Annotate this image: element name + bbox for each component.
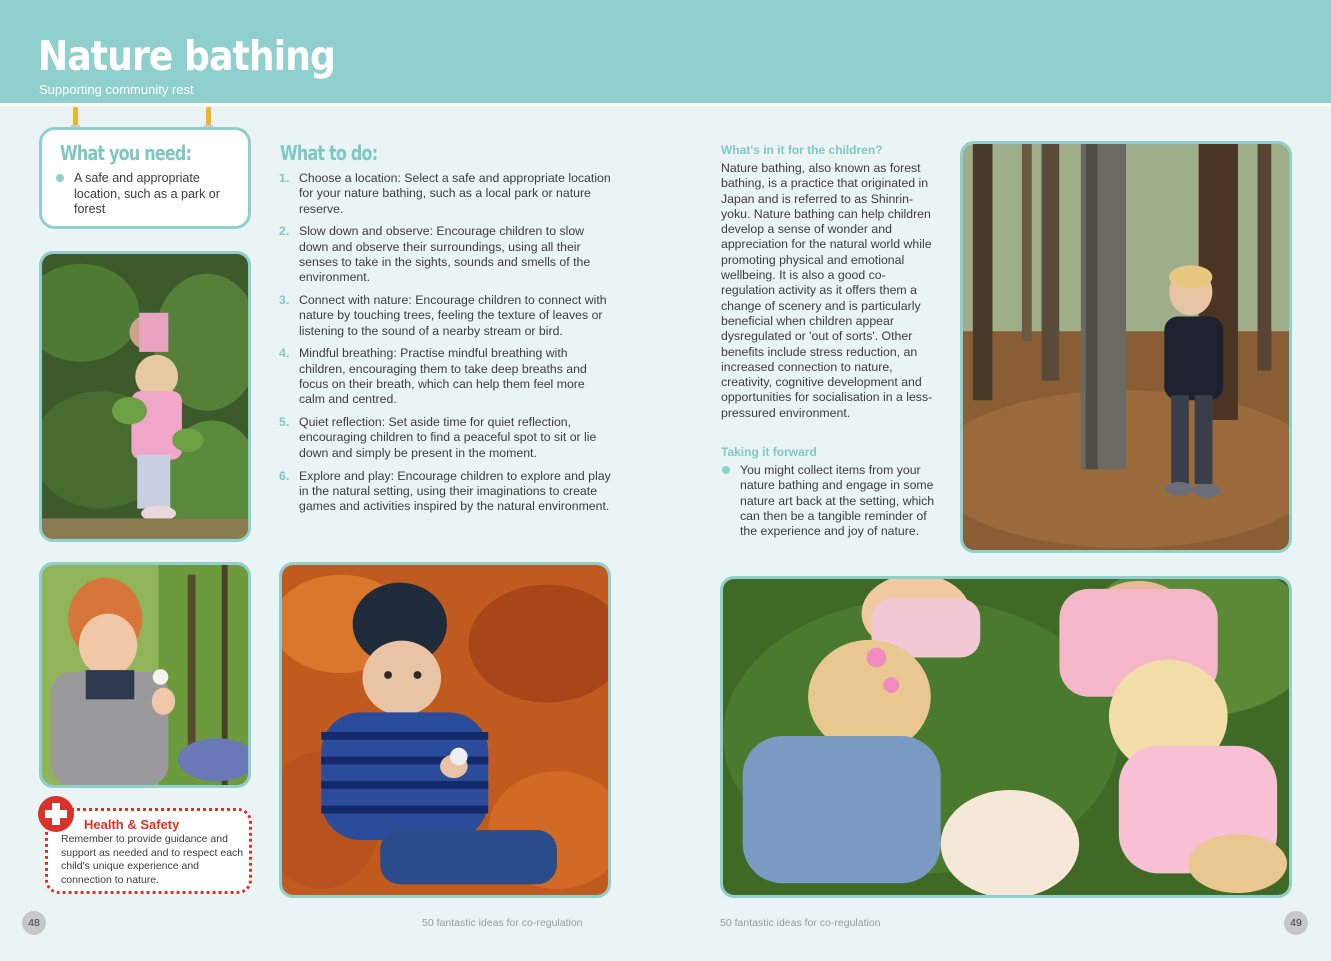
children-section-body: Nature bathing, also known as forest bathing, is a practice that originated in Japan and is referred to as Shinrin-yoku. Nature bathing can help children develop a sense of wonder and appreciation for the natural world while promoting physical and emotional wellbeing. It is also a good co-regulation activity as it offers them a change of scenery and is particularly beneficial when children appear dysregulated or 'out of sorts'. Other benefits include stress reduction, an increased connection to nature, creativity, cognitive development and opportunities for socialisation in a less-pressured environment. [721,161,933,420]
step-item [279,293,611,339]
first-aid-cross-icon [38,796,74,832]
step-text: Quiet reflection: Set aside time for quiet reflection, encouraging children to find a peaceful spot to sit or lie down and simply be present in the moment. [299,415,597,460]
bullet-icon [722,466,730,474]
taking-forward-heading: Taking it forward [721,445,817,459]
footer-text-left: 50 fantastic ideas for co-regulation [422,917,583,929]
step-item [279,224,611,285]
step-number: 5. [279,415,290,430]
list-item [722,463,940,539]
health-safety-heading: Health & Safety [84,817,180,832]
step-item [279,346,611,407]
clip-right [206,107,211,129]
step-number: 6. [279,468,290,483]
step-number: 2. [279,224,290,239]
footer-text-right: 50 fantastic ideas for co-regulation [720,917,881,929]
photo-boy-with-dandelion [39,562,251,788]
step-number: 3. [279,293,290,308]
page-number-right: 49 [1284,911,1308,935]
step-number: 4. [279,346,290,361]
step-text: Slow down and observe: Encourage children to slow down and observe their surroundings, using all their senses to take in the sights, sounds and smells of the environment. [299,224,591,285]
step-text: Choose a location: Select a safe and appropriate location for your nature bathing, such as a local park or nature reserve. [299,171,611,216]
step-item [279,415,611,461]
header-divider [0,103,1331,106]
photo-children-on-grass [720,576,1292,898]
bullet-icon [56,174,64,182]
steps-list [279,171,611,522]
step-text: Connect with nature: Encourage children to connect with nature by touching trees, feeling the texture of leaves or listening to the sound of a nearby stream or bird. [299,293,607,338]
health-safety-text: Remember to provide guidance and support as needed and to respect each child's unique experience and connection to nature. [61,833,244,886]
list-item [56,171,244,218]
forward-item-text: You might collect items from your nature bathing and engage in some nature art back at the setting, which can then be a tangible reminder of the experience and joy of nature. [740,463,935,539]
step-number: 1. [279,171,290,185]
what-you-need-heading: What you need: [60,141,192,165]
photo-child-in-autumn-leaves [279,562,611,898]
page-subtitle: Supporting community rest [39,82,194,97]
photo-child-in-forest [960,141,1292,553]
page-number-left: 48 [22,911,46,935]
page-title: Nature bathing [38,32,335,80]
photo-children-in-bushes [39,251,251,542]
children-section-heading: What's in it for the children? [721,143,883,157]
step-text: Mindful breathing: Practise mindful breathing with children, encouraging them to take deep breaths and focus on their breath, which can help them feel more calm and centred. [299,346,587,407]
need-item-text: A safe and appropriate location, such as a park or forest [74,171,220,216]
step-item [279,469,611,515]
clip-left [73,107,78,129]
what-to-do-heading: What to do: [280,141,378,165]
step-item [279,171,611,217]
step-text: Explore and play: Encourage children to explore and play in the natural setting, using their imaginations to create games and activities inspired by the natural environment. [299,468,611,514]
